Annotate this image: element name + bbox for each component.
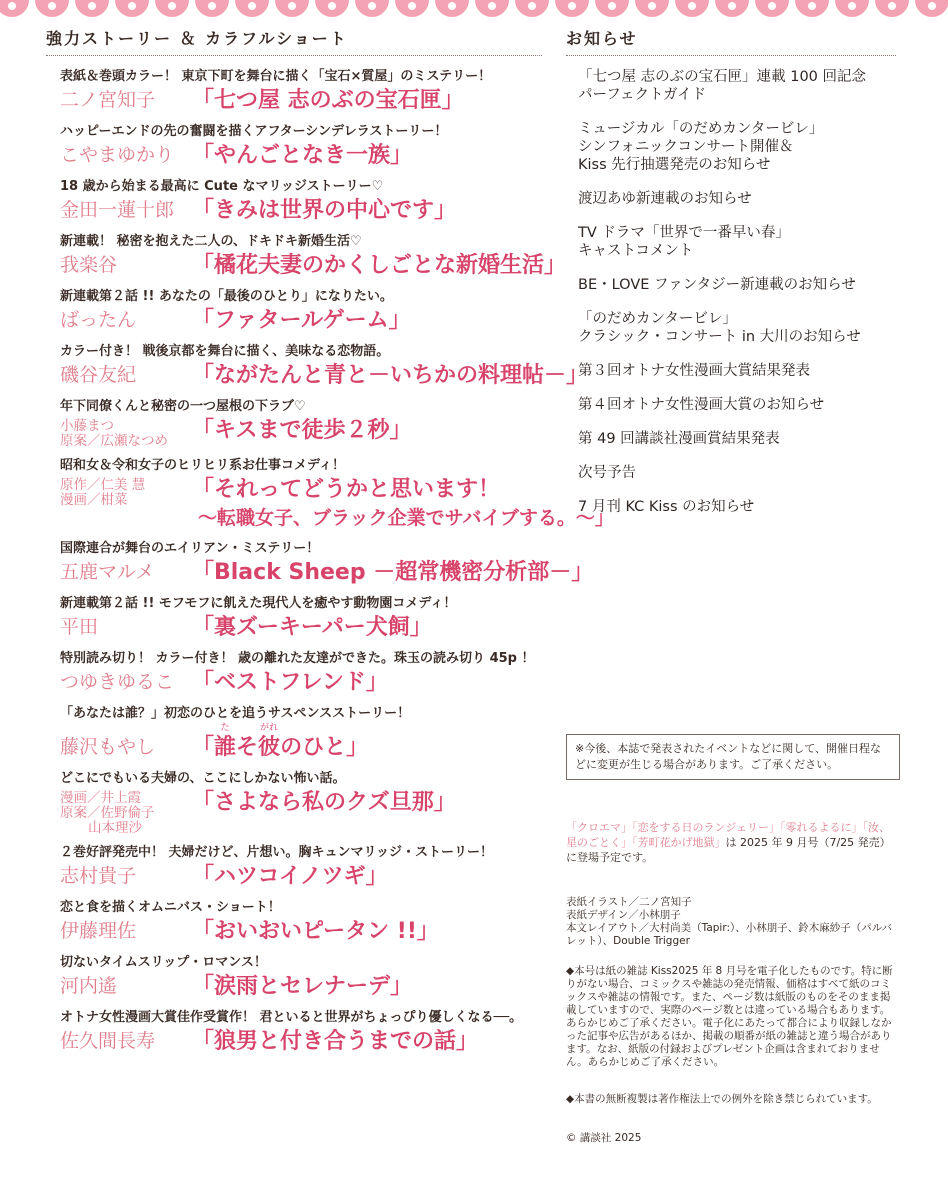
story-blurb: 年下同僚くんと秘密の一つ屋根の下ラブ♡ xyxy=(60,399,306,414)
story-credit-row xyxy=(60,252,567,280)
story-title xyxy=(192,669,388,697)
news-heading: お知らせ xyxy=(566,26,896,56)
scallop-dot xyxy=(288,2,296,10)
news-line: TV ドラマ「世界で一番早い春」 xyxy=(578,225,790,241)
scallop-border xyxy=(0,0,948,20)
story-blurb: 「あなたは誰？」初恋のひとを追うサスペンスストーリー！ xyxy=(60,706,411,721)
scallop-dot xyxy=(248,2,256,10)
story-blurb: 切ないタイムスリップ・ロマンス！ xyxy=(60,955,267,970)
scallop-dot xyxy=(768,2,776,10)
title-line: 「七つ屋 志のぶの宝石匣」 xyxy=(192,88,464,113)
story-entry xyxy=(46,899,542,946)
story-credit-row xyxy=(60,417,542,449)
news-line: シンフォニックコンサート開催＆ xyxy=(578,139,794,155)
news-item xyxy=(578,310,896,346)
news-line: 第 49 回講談社漫画賞結果発表 xyxy=(578,431,780,447)
scallop-dot xyxy=(848,2,856,10)
ruby-base: 誰 た xyxy=(214,723,237,760)
story-author xyxy=(60,973,192,999)
story-blurb: 18 歳から始まる最高に Cute なマリッジストーリー♡ xyxy=(60,179,384,194)
story-title xyxy=(192,362,588,390)
story-credit-row xyxy=(60,142,542,170)
story-blurb: 表紙＆巻頭カラー！ 東京下町を舞台に描く「宝石×質屋」のミステリー！ xyxy=(60,69,492,84)
news-item xyxy=(578,498,896,516)
scallop-dot xyxy=(648,2,656,10)
news-item xyxy=(578,276,896,294)
story-title xyxy=(192,252,566,280)
story-credit-row xyxy=(60,614,542,642)
news-item xyxy=(578,120,896,174)
news-item xyxy=(578,68,896,104)
title-line: 「誰 た そ彼 がれ のひと」 xyxy=(192,723,369,760)
story-title xyxy=(192,1028,478,1056)
story-title xyxy=(192,197,456,225)
author-line: 原案／広瀬なつめ xyxy=(60,433,168,449)
news-line: Kiss 先行抽選発売のお知らせ xyxy=(578,157,771,173)
scallop-dot xyxy=(728,2,736,10)
author-line: ばったん xyxy=(60,309,137,331)
story-credit-row xyxy=(60,362,589,390)
story-title xyxy=(192,142,412,170)
story-entry xyxy=(46,123,542,170)
news-line: 第４回オトナ女性漫画大賞のお知らせ xyxy=(578,397,825,413)
story-title xyxy=(192,863,388,891)
scallop-dot xyxy=(448,2,456,10)
story-entry xyxy=(46,233,567,280)
news-line: 「七つ屋 志のぶの宝石匣」連載 100 回記念 xyxy=(578,69,867,85)
story-blurb: ハッピーエンドの先の奮闘を描くアフターシンデレラストーリー！ xyxy=(60,124,448,139)
scallop-dot xyxy=(608,2,616,10)
story-blurb: 新連載！ 秘密を抱えた二人の、ドキドキ新婚生活♡ xyxy=(60,234,362,249)
story-title xyxy=(192,973,412,1001)
title-line: 「ベストフレンド」 xyxy=(192,670,388,695)
title-line: 「キスまで徒歩２秒」 xyxy=(192,418,412,443)
story-blurb: オトナ女性漫画大賞佳作受賞作！ 君といると世界がちょっぴり優しくなる──。 xyxy=(60,1010,523,1025)
scallop-dot xyxy=(928,2,936,10)
title-line: 「ハツコイノツギ」 xyxy=(192,864,388,889)
author-line: つゆきゆるこ xyxy=(60,671,175,693)
scallop-dot xyxy=(888,2,896,10)
story-author xyxy=(60,307,192,333)
news-line: 「のだめカンタービレ」 xyxy=(578,311,737,327)
story-author xyxy=(60,1028,192,1054)
scallop-dot xyxy=(408,2,416,10)
title-line: 「おいおいピータン !!」 xyxy=(192,919,439,944)
news-item xyxy=(578,224,896,260)
news-column xyxy=(566,26,896,532)
credit-line: 本文レイアウト／大村尚美（Tapir:）、小林朋子、鈴木麻紗子（パルバレット）、Double Trigger xyxy=(566,922,893,947)
news-item xyxy=(578,396,896,414)
scallop-dot xyxy=(208,2,216,10)
author-line: 山本理沙 xyxy=(88,820,142,836)
scallop-dot xyxy=(88,2,96,10)
author-line: 金田一蓮十郎 xyxy=(60,199,175,221)
author-line: 我楽谷 xyxy=(60,254,118,276)
story-author xyxy=(60,734,192,760)
story-credit-row xyxy=(60,863,542,891)
news-line: ミュージカル「のだめカンタービレ」 xyxy=(578,121,824,137)
credits xyxy=(566,896,896,948)
title-line: 「やんごとなき一族」 xyxy=(192,143,413,168)
story-credit-row xyxy=(60,789,542,836)
story-author xyxy=(60,197,192,223)
credit-line: 表紙イラスト／二ノ宮知子 xyxy=(566,896,692,908)
scallop-dot xyxy=(808,2,816,10)
schedule-note xyxy=(566,820,896,865)
scallop-dot xyxy=(168,2,176,10)
story-entry xyxy=(46,844,542,891)
author-line: こやまゆかり xyxy=(60,144,175,166)
schedule-titles: 「クロエマ」「恋をする日のランジェリー」「零れるよるに」「汝、星のごとく」「芳町花かげ地獄」 xyxy=(566,821,891,849)
author-line: 藤沢もやし xyxy=(60,736,156,758)
title-line: 「橘花夫妻のかくしごとな新婚生活」 xyxy=(192,253,567,278)
copyright-notice: ◆本書の無断複製は著作権法上での例外を除き禁じられています。 xyxy=(566,1093,878,1105)
story-title xyxy=(192,918,439,946)
story-blurb: どこにでもいる夫婦の、ここにしかない怖い話。 xyxy=(60,771,346,786)
title-line: 「裏ズーキーパー犬飼」 xyxy=(192,615,432,640)
title-line: 「きみは世界の中心です」 xyxy=(192,198,457,223)
scallop-dot xyxy=(8,2,16,10)
story-entry xyxy=(46,770,542,836)
author-line: 原作／仁美 慧 xyxy=(60,477,146,493)
schedule-date: は 2025 年 9 月号（7/25 発売）に登場予定です。 xyxy=(566,836,891,864)
author-line: 二ノ宮知子 xyxy=(60,89,156,111)
news-item xyxy=(578,430,896,448)
news-line: 7 月刊 KC Kiss のお知らせ xyxy=(578,499,755,515)
story-credit-row xyxy=(60,723,542,762)
story-blurb: 新連載第２話 !! あなたの「最後のひとり」になりたい。 xyxy=(60,289,393,304)
author-line: 志村貴子 xyxy=(60,865,137,887)
scallop-dot xyxy=(488,2,496,10)
author-line: 河内遙 xyxy=(60,975,118,997)
author-line: 佐久間長寿 xyxy=(60,1030,156,1052)
story-blurb: 特別読み切り！ カラー付き！ 歳の離れた友達ができた。珠玉の読み切り 45p ！ xyxy=(60,651,535,666)
copyright: © 講談社 2025 xyxy=(566,1132,642,1144)
story-title xyxy=(192,614,432,642)
story-author xyxy=(60,863,192,889)
story-title xyxy=(192,723,369,762)
story-author xyxy=(60,559,192,585)
title-line: ～転職女子、ブラック企業でサバイブする。～」 xyxy=(198,507,614,529)
story-credit-row xyxy=(60,476,614,532)
title-line: 「Black Sheep －超常機密分析部－」 xyxy=(192,560,594,585)
story-credit-row xyxy=(60,87,542,115)
story-credit-row xyxy=(60,1028,542,1056)
story-title xyxy=(192,307,411,335)
author-line: 平田 xyxy=(60,616,99,638)
ruby-text: がれ xyxy=(260,723,279,733)
title-line: 「狼男と付き合うまでの話」 xyxy=(192,1029,479,1054)
story-credit-row xyxy=(60,973,542,1001)
story-author xyxy=(60,252,192,278)
author-line: 漫画／井上霞 xyxy=(60,790,141,806)
story-author xyxy=(60,87,192,113)
news-line: 第３回オトナ女性漫画大賞結果発表 xyxy=(578,363,810,379)
story-author xyxy=(60,476,192,508)
news-item xyxy=(578,464,896,482)
story-credit-row xyxy=(60,197,542,225)
news-line: パーフェクトガイド xyxy=(578,87,707,103)
news-item xyxy=(578,190,896,208)
story-title xyxy=(192,417,412,445)
scallop-dot xyxy=(568,2,576,10)
story-blurb: ２巻好評発売中！ 夫婦だけど、片想い。胸キュンマリッジ・ストーリー！ xyxy=(60,845,494,860)
story-entry xyxy=(46,343,589,390)
story-blurb: 国際連合が舞台のエイリアン・ミステリー！ xyxy=(60,541,320,556)
story-author xyxy=(60,669,192,695)
story-entry xyxy=(46,1009,542,1056)
ruby-text: た xyxy=(220,723,230,733)
story-title xyxy=(192,559,593,587)
story-title xyxy=(192,87,464,115)
scallop-dot xyxy=(328,2,336,10)
story-credit-row xyxy=(60,669,542,697)
story-entry xyxy=(46,398,542,449)
author-line: 五鹿マルメ xyxy=(60,561,155,583)
title-line: 「ながたんと青と－いちかの料理帖－」 xyxy=(192,363,589,388)
story-entry xyxy=(46,178,542,225)
story-credit-row xyxy=(60,559,594,587)
story-entry xyxy=(46,595,542,642)
news-line: 次号予告 xyxy=(578,465,636,481)
story-blurb: カラー付き！ 戦後京都を舞台に描く、美味なる恋物語。 xyxy=(60,344,390,359)
scallop-dot xyxy=(128,2,136,10)
author-line: 磯谷友紀 xyxy=(60,364,137,386)
ruby-base: 彼 がれ xyxy=(258,723,281,760)
story-author xyxy=(60,789,192,836)
news-list xyxy=(578,68,896,516)
news-item xyxy=(578,362,896,380)
title-line: 「それってどうかと思います！ xyxy=(192,477,501,502)
scallop-dot xyxy=(688,2,696,10)
news-line: クラシック・コンサート in 大川のお知らせ xyxy=(578,329,861,345)
credit-line: 表紙デザイン／小林朋子 xyxy=(566,909,681,921)
scallop-dot xyxy=(48,2,56,10)
notice-box: ※今後、本誌で発表されたイベントなどに関して、開催日程などに変更が生じる場合があります。ご了承ください。 xyxy=(566,734,900,780)
title-line: 「涙雨とセレナーデ」 xyxy=(192,974,413,999)
title-line: 「さよなら私のクズ旦那」 xyxy=(192,790,456,815)
story-entry xyxy=(46,705,542,762)
story-author xyxy=(60,362,192,388)
story-entry xyxy=(46,68,542,115)
author-line: 漫画／柑菜 xyxy=(60,492,128,508)
story-credit-row xyxy=(60,918,542,946)
news-line: 渡辺あゆ新連載のお知らせ xyxy=(578,191,752,207)
scallop-dot xyxy=(368,2,376,10)
story-entry xyxy=(46,954,542,1001)
story-entry xyxy=(46,288,542,335)
story-author xyxy=(60,142,192,168)
news-line: キャストコメント xyxy=(578,243,694,259)
story-credit-row xyxy=(60,307,542,335)
story-author xyxy=(60,918,192,944)
disclaimer: ◆本号は紙の雑誌 Kiss2025 年 8 月号を電子化したものです。特に断りがない場合、コミックスや雑誌の発売情報、価格はすべて紙のコミックスや雑誌の情報です。また、ページ数は紙版のものをそのまま掲載していますので、実際のページ数とは違っている場合もあります。あらかじめご了承ください。電子化にあたって都合により収録しなかった記事や広告があるほか、掲載の順番が紙の雑誌と違う場合があります。なお、紙版の付録およびプレゼント企画は含まれておりません。あらかじめご了承ください。 xyxy=(566,965,893,1068)
story-entry xyxy=(46,540,594,587)
story-author xyxy=(60,614,192,640)
story-blurb: 昭和女＆令和女子のヒリヒリ系お仕事コメディ！ xyxy=(60,458,345,473)
author-line: 伊藤理佐 xyxy=(60,920,137,942)
stories-heading: 強力ストーリー ＆ カラフルショート xyxy=(46,26,542,56)
story-blurb: 恋と食を描くオムニバス・ショート！ xyxy=(60,900,281,915)
scallop-dot xyxy=(528,2,536,10)
story-title xyxy=(192,789,456,817)
story-entry xyxy=(46,650,542,697)
author-line: 小藤まつ xyxy=(60,418,114,434)
story-author xyxy=(60,417,192,449)
story-title xyxy=(192,476,614,532)
author-line: 原案／佐野倫子 xyxy=(60,805,155,821)
news-line: BE・LOVE ファンタジー新連載のお知らせ xyxy=(578,277,856,293)
title-line: 「ファタールゲーム」 xyxy=(192,308,411,333)
story-blurb: 新連載第２話 !! モフモフに飢えた現代人を癒やす動物園コメディ！ xyxy=(60,596,457,611)
